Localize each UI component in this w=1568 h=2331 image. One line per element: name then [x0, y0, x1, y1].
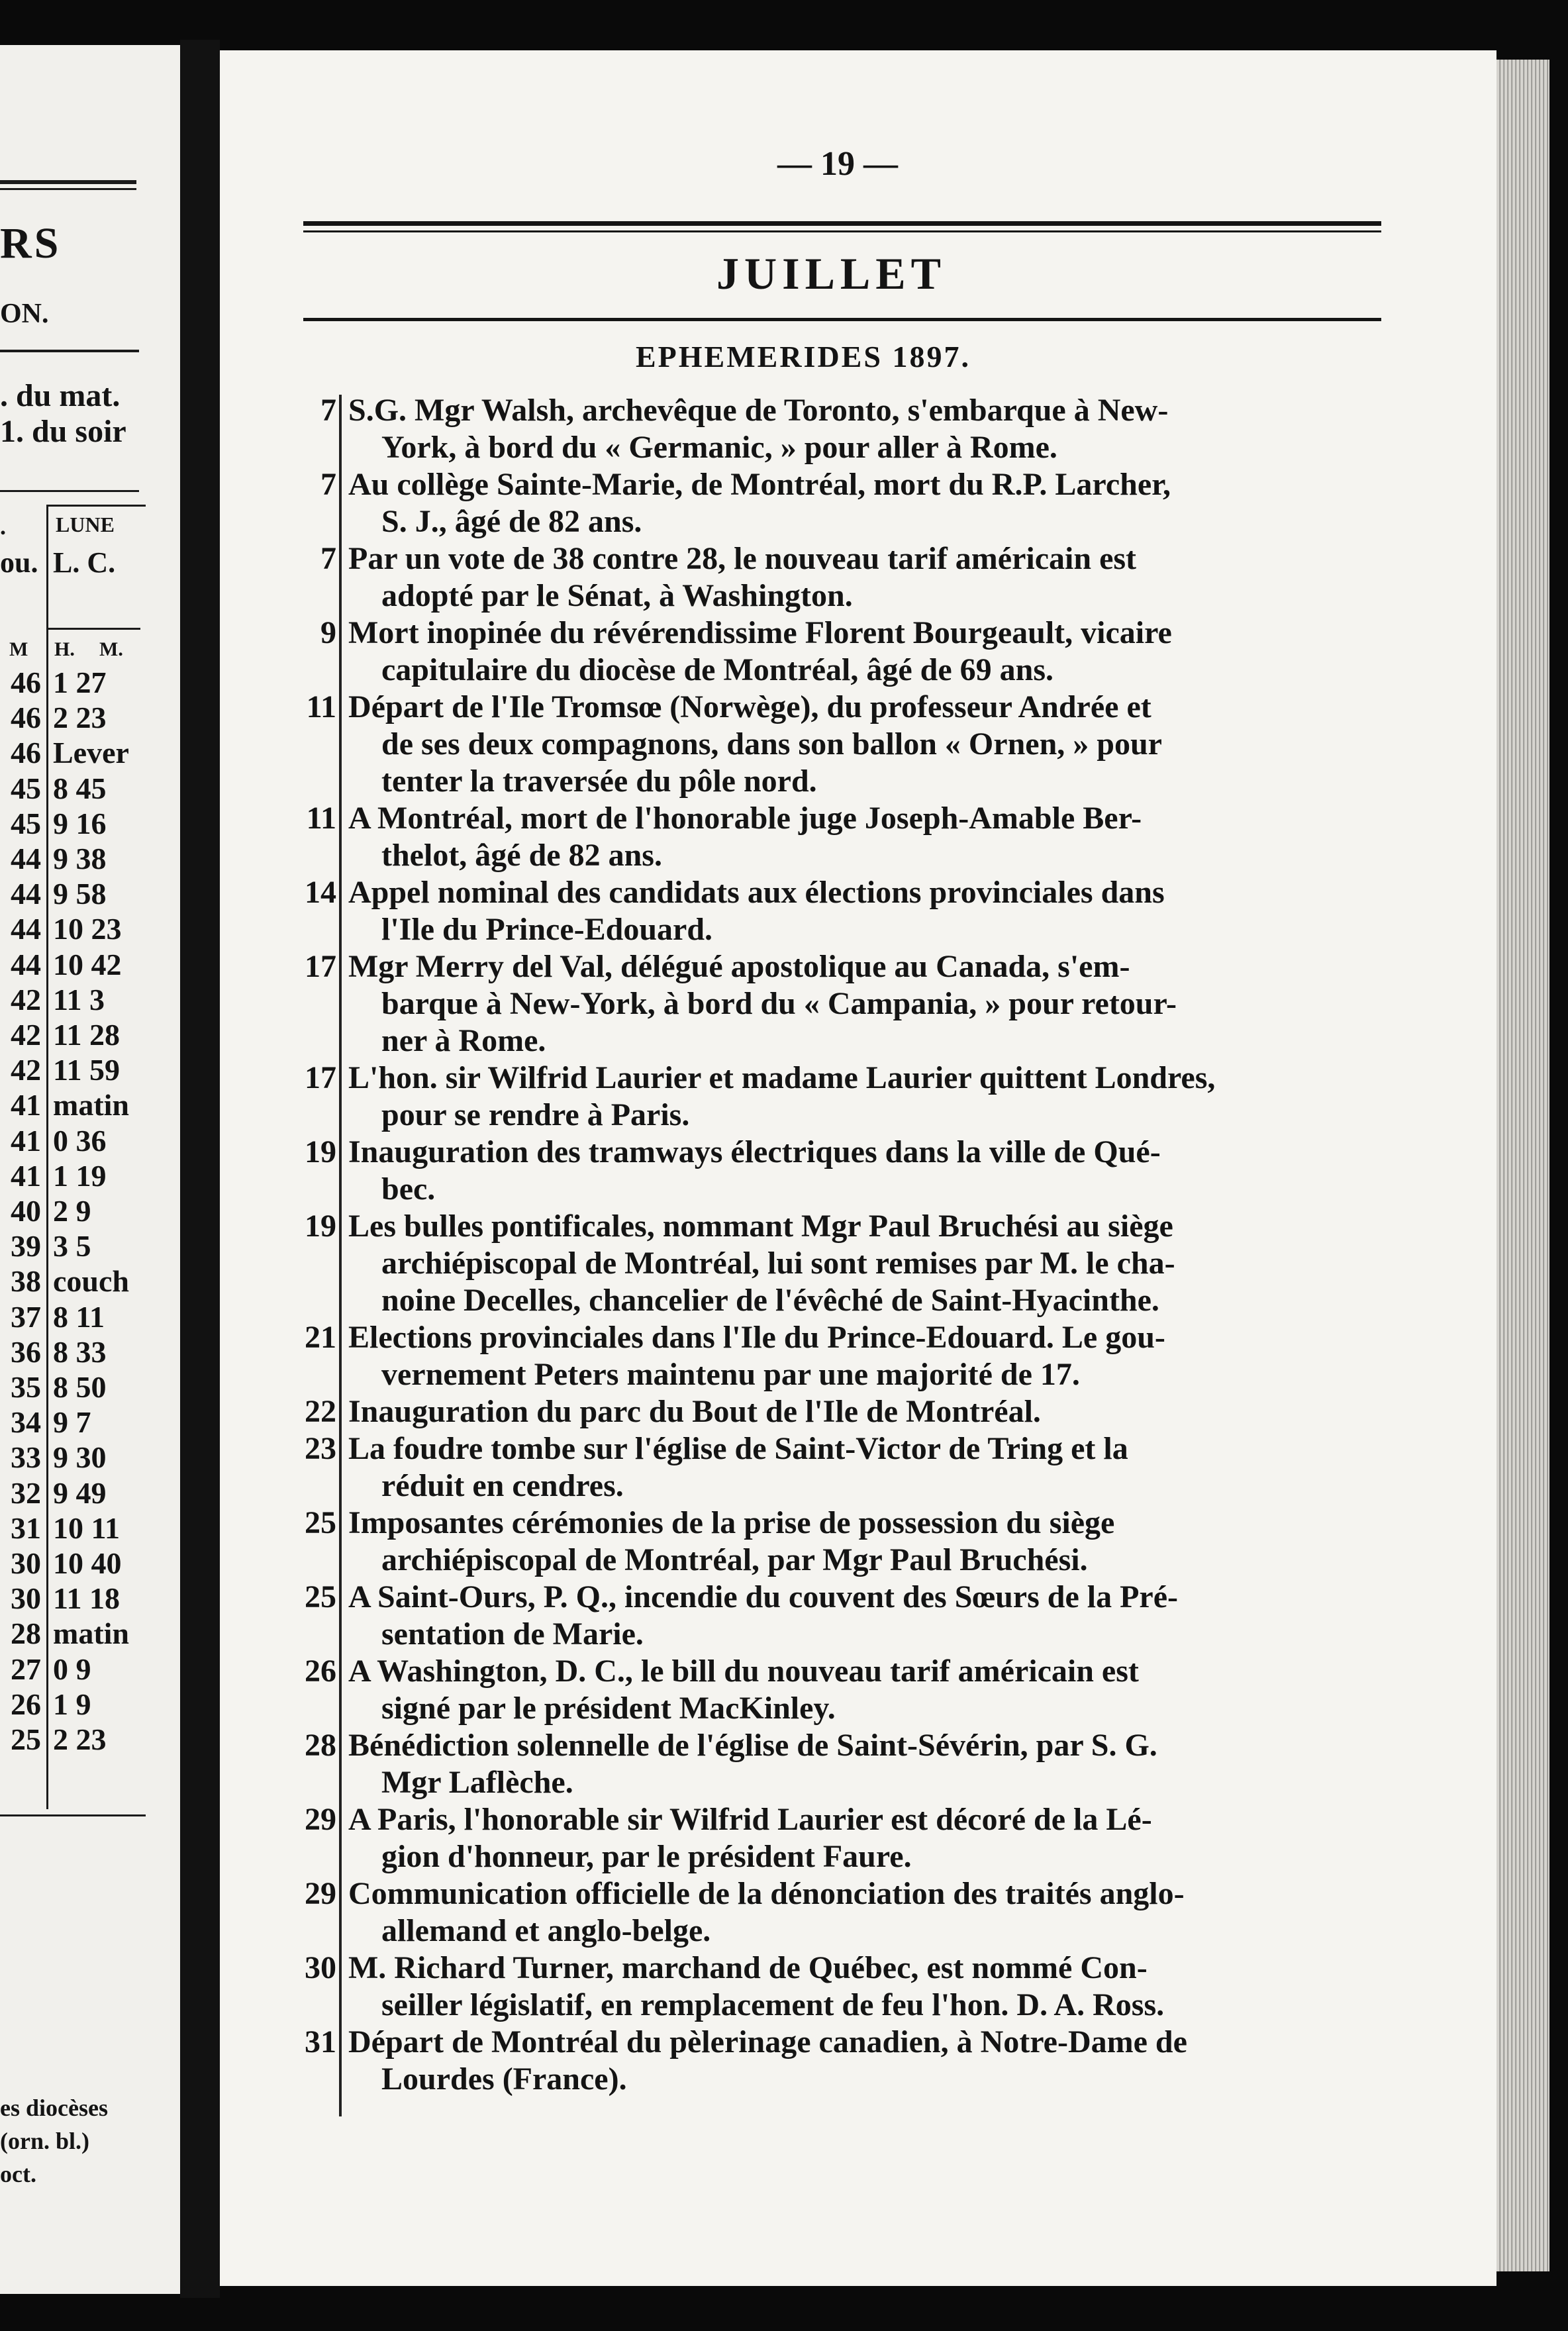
left-col1-header: ou. [0, 546, 38, 579]
left-table-row [0, 806, 152, 841]
left-table-row [0, 1546, 152, 1581]
entry-day: 17 [305, 1060, 336, 1095]
ephemeris-entry [299, 1950, 1385, 2024]
entry-day: 21 [305, 1320, 336, 1355]
entry-line: pour se rendre à Paris. [381, 1097, 690, 1132]
left-cell-minutes: 39 [11, 1229, 41, 1264]
left-cell-moon: 8 33 [53, 1334, 107, 1369]
left-subheader: H. [54, 638, 75, 660]
entry-line: capitulaire du diocèse de Montréal, âgé de 69 ans. [381, 652, 1054, 687]
left-cell-minutes: 40 [11, 1194, 41, 1228]
entry-line: Lourdes (France). [381, 2061, 627, 2097]
entry-text [348, 1134, 1379, 1208]
left-table-row [0, 1687, 152, 1722]
left-table-row [0, 1228, 152, 1264]
entry-text [348, 1950, 1379, 2024]
left-footer-line: oct. [0, 2161, 36, 2187]
entry-line: A Saint-Ours, P. Q., incendie du couvent des Sœurs de la Pré- [348, 1579, 1178, 1614]
left-table-row [0, 1017, 152, 1052]
entry-day: 7 [320, 467, 336, 502]
ephemeris-entry [299, 1393, 1385, 1430]
left-table-row [0, 1193, 152, 1228]
ephemeris-entry [299, 1319, 1385, 1393]
left-table-row [0, 841, 152, 876]
entry-day: 17 [305, 949, 336, 984]
entry-line: noine Decelles, chancelier de l'évêché de Saint-Hyacinthe. [381, 1283, 1159, 1318]
left-cell-moon: 11 18 [53, 1581, 120, 1616]
entry-line: M. Richard Turner, marchand de Québec, est nommé Con- [348, 1950, 1148, 1985]
left-table-row [0, 1158, 152, 1193]
entry-line: Mgr Merry del Val, délégué apostolique au Canada, s'em- [348, 949, 1130, 984]
entry-line: adopté par le Sénat, à Washington. [381, 578, 853, 613]
left-cell-minutes: 38 [11, 1264, 41, 1299]
left-table-row [0, 911, 152, 946]
entry-line: ner à Rome. [381, 1023, 546, 1058]
ephemeris-entry [299, 2024, 1385, 2098]
left-footer-line: (orn. bl.) [0, 2128, 89, 2154]
left-table-row [0, 1722, 152, 1757]
left-col1-header: . [0, 513, 6, 540]
entry-line: réduit en cendres. [381, 1468, 624, 1503]
entry-text [348, 392, 1379, 466]
left-cell-moon: 9 30 [53, 1440, 107, 1475]
left-cell-moon: matin [53, 1616, 129, 1651]
left-cell-minutes: 36 [11, 1334, 41, 1369]
left-cell-moon: 2 23 [53, 1722, 107, 1756]
entry-day: 9 [320, 615, 336, 650]
left-cell-minutes: 33 [11, 1440, 41, 1475]
left-cell-minutes: 42 [11, 1018, 41, 1052]
entry-line: Départ de Montréal du pèlerinage canadien, à Notre-Dame de [348, 2024, 1187, 2059]
left-table-hline [48, 628, 140, 630]
left-col2-header: L. C. [53, 546, 116, 579]
entry-line: Bénédiction solennelle de l'église de Saint-Sévérin, par S. G. [348, 1728, 1157, 1763]
entry-day: 11 [306, 689, 336, 724]
entry-line: La foudre tombe sur l'église de Saint-Victor de Tring et la [348, 1431, 1128, 1466]
left-table-row [0, 1299, 152, 1334]
ephemeris-entry [299, 540, 1385, 615]
ephemeris-entry [299, 615, 1385, 689]
entry-line: archiépiscopal de Montréal, par Mgr Paul Bruchési. [381, 1542, 1088, 1577]
left-rule-top-thin [0, 188, 136, 190]
left-cell-moon: 8 11 [53, 1299, 105, 1334]
entry-line: Inauguration des tramways électriques dans la ville de Qué- [348, 1134, 1161, 1169]
left-cell-minutes: 42 [11, 1053, 41, 1087]
left-table-row [0, 665, 152, 700]
page-number: — 19 — [777, 145, 898, 183]
left-page-title: RS [0, 219, 62, 268]
left-cell-minutes: 35 [11, 1370, 41, 1404]
entry-line: Au collège Sainte-Marie, de Montréal, mort du R.P. Larcher, [348, 467, 1171, 502]
entry-line: Mgr Laflèche. [381, 1765, 573, 1800]
left-table-row [0, 1511, 152, 1546]
ephemeris-entry [299, 1430, 1385, 1505]
left-cell-moon: 10 42 [53, 947, 122, 981]
entry-day: 25 [305, 1579, 336, 1614]
entry-line: Elections provinciales dans l'Ile du Prince-Edouard. Le gou- [348, 1320, 1165, 1355]
left-table-row [0, 1087, 152, 1122]
entry-line: S.G. Mgr Walsh, archevêque de Toronto, s'embarque à New- [348, 393, 1169, 428]
entry-text [348, 874, 1379, 948]
book-spine [180, 40, 220, 2298]
left-cell-minutes: 41 [11, 1123, 41, 1158]
entry-day: 19 [305, 1209, 336, 1244]
left-cell-moon: 10 11 [53, 1511, 120, 1545]
left-cell-minutes: 46 [11, 701, 41, 735]
entry-line: Imposantes cérémonies de la prise de possession du siège [348, 1505, 1115, 1540]
left-cell-moon: 8 50 [53, 1370, 107, 1404]
left-table-row [0, 771, 152, 806]
ephemeris-entry [299, 392, 1385, 466]
left-table-row [0, 1405, 152, 1440]
left-rule-top [0, 180, 136, 184]
entry-text [348, 540, 1379, 615]
entry-text [348, 466, 1379, 540]
left-cell-moon: 2 23 [53, 701, 107, 735]
entry-day: 14 [305, 875, 336, 910]
ephemeris-entry [299, 466, 1385, 540]
left-table-row [0, 982, 152, 1017]
entry-text [348, 1319, 1379, 1393]
entry-line: Inauguration du parc du Bout de l'Ile de Montréal. [348, 1394, 1041, 1429]
left-cell-moon: 2 9 [53, 1194, 91, 1228]
ephemeris-entry [299, 1134, 1385, 1208]
entry-day: 25 [305, 1505, 336, 1540]
entry-line: signé par le président MacKinley. [381, 1691, 836, 1726]
left-cell-minutes: 46 [11, 666, 41, 699]
entry-line: seiller législatif, en remplacement de feu l'hon. D. A. Ross. [381, 1987, 1165, 2022]
entry-text [348, 1579, 1379, 1653]
entry-day: 29 [305, 1876, 336, 1911]
left-cell-moon: 11 3 [53, 982, 105, 1017]
entry-text [348, 1208, 1379, 1319]
left-table-row [0, 1440, 152, 1475]
left-cell-moon: 1 19 [53, 1158, 107, 1193]
entry-text [348, 1393, 1379, 1430]
entry-line: thelot, âgé de 82 ans. [381, 838, 662, 873]
entry-text [348, 800, 1379, 874]
entry-line: bec. [381, 1171, 436, 1207]
ephemeris-entry [299, 1208, 1385, 1319]
entry-line: sentation de Marie. [381, 1616, 644, 1652]
left-table-hline [46, 505, 146, 507]
left-cell-moon: 9 38 [53, 842, 107, 875]
left-cell-minutes: 44 [11, 912, 41, 946]
entry-line: vernement Peters maintenu par une majorité de 17. [381, 1357, 1080, 1392]
left-cell-minutes: 31 [11, 1511, 41, 1545]
left-table-row [0, 1052, 152, 1087]
left-cell-moon: 9 16 [53, 806, 107, 840]
left-cell-moon: 1 9 [53, 1687, 91, 1721]
left-table-bottom [0, 1814, 146, 1816]
entry-line: A Montréal, mort de l'honorable juge Joseph-Amable Ber- [348, 801, 1142, 836]
entry-day: 23 [305, 1431, 336, 1466]
entry-text [348, 689, 1379, 800]
entry-day: 29 [305, 1802, 336, 1837]
entry-line: de ses deux compagnons, dans son ballon « Ornen, » pour [381, 726, 1162, 762]
left-cell-moon: 9 58 [53, 877, 107, 911]
entry-text [348, 1430, 1379, 1505]
left-footer-line: es diocèses [0, 2095, 108, 2121]
left-table-row [0, 1616, 152, 1651]
left-cell-moon: 11 59 [53, 1053, 120, 1087]
ephemeris-entry [299, 1505, 1385, 1579]
entry-day: 28 [305, 1728, 336, 1763]
ephemeris-entry [299, 1875, 1385, 1950]
left-table-row [0, 1123, 152, 1158]
entry-line: Mort inopinée du révérendissime Florent Bourgeault, vicaire [348, 615, 1172, 650]
left-cell-minutes: 44 [11, 842, 41, 875]
left-cell-minutes: 45 [11, 806, 41, 840]
entry-day: 22 [305, 1394, 336, 1429]
entry-line: Appel nominal des candidats aux élections provinciales dans [348, 875, 1165, 910]
entry-day: 7 [320, 393, 336, 428]
left-cell-moon: Lever [53, 736, 129, 770]
left-cell-moon: matin [53, 1088, 129, 1122]
left-rule-table-top [0, 490, 139, 492]
entry-day: 7 [320, 541, 336, 576]
left-time-morning: . du mat. [0, 378, 121, 413]
ephemeris-entry [299, 1653, 1385, 1727]
left-cell-moon: 1 27 [53, 666, 107, 699]
entry-line: York, à bord du « Germanic, » pour aller à Rome. [381, 430, 1057, 465]
left-cell-moon: 9 7 [53, 1405, 91, 1440]
left-cell-moon: couch [53, 1264, 129, 1299]
section-rule [303, 318, 1381, 321]
entry-text [348, 1727, 1379, 1801]
left-cell-minutes: 44 [11, 877, 41, 911]
entry-line: Les bulles pontificales, nommant Mgr Paul Bruchési au siège [348, 1209, 1173, 1244]
entry-line: gion d'honneur, par le président Faure. [381, 1839, 912, 1874]
ephemeris-entry [299, 1727, 1385, 1801]
ephemeris-entry [299, 1801, 1385, 1875]
ephemeris-entry [299, 874, 1385, 948]
left-cell-minutes: 30 [11, 1546, 41, 1580]
entry-day: 31 [305, 2024, 336, 2059]
left-table-row [0, 1581, 152, 1616]
left-table-row [0, 1334, 152, 1369]
left-cell-minutes: 30 [11, 1581, 41, 1616]
left-cell-moon: 8 45 [53, 771, 107, 805]
left-table-row [0, 735, 152, 770]
left-col2-header: LUNE [56, 513, 115, 536]
entry-line: barque à New-York, à bord du « Campania, » pour retour- [381, 986, 1177, 1021]
ephemeris-entry [299, 1060, 1385, 1134]
left-subheader: M [9, 638, 28, 660]
entry-text [348, 948, 1379, 1060]
header-rule [303, 221, 1381, 226]
left-page-subtitle: ON. [0, 299, 49, 329]
left-cell-minutes: 34 [11, 1405, 41, 1440]
entry-line: tenter la traversée du pôle nord. [381, 764, 817, 799]
header-rule-thin [303, 230, 1381, 232]
entry-day: 26 [305, 1654, 336, 1689]
entry-text [348, 1060, 1379, 1134]
left-page-fragment [0, 45, 180, 2294]
ephemeris-entry [299, 948, 1385, 1060]
left-table-row [0, 700, 152, 735]
left-cell-moon: 0 36 [53, 1123, 107, 1158]
left-cell-moon: 3 5 [53, 1229, 91, 1264]
entry-day: 30 [305, 1950, 336, 1985]
left-table-row [0, 1652, 152, 1687]
left-table-row [0, 876, 152, 911]
entry-day: 11 [306, 801, 336, 836]
left-cell-minutes: 25 [11, 1722, 41, 1756]
entry-line: Par un vote de 38 contre 28, le nouveau tarif américain est [348, 541, 1137, 576]
left-cell-minutes: 28 [11, 1616, 41, 1651]
left-table-row [0, 1475, 152, 1511]
left-cell-minutes: 45 [11, 771, 41, 805]
left-table-row [0, 1369, 152, 1405]
ephemeris-entry [299, 1579, 1385, 1653]
entry-text [348, 1875, 1379, 1950]
left-table-row [0, 947, 152, 982]
left-cell-minutes: 44 [11, 947, 41, 981]
ephemeris-entry [299, 800, 1385, 874]
left-cell-moon: 9 49 [53, 1475, 107, 1510]
left-cell-moon: 10 23 [53, 912, 122, 946]
entry-day: 19 [305, 1134, 336, 1169]
left-cell-minutes: 42 [11, 982, 41, 1017]
entry-text [348, 2024, 1379, 2098]
left-cell-minutes: 27 [11, 1652, 41, 1686]
left-time-evening: 1. du soir [0, 414, 126, 449]
month-title: JUILLET [716, 248, 946, 299]
entry-line: S. J., âgé de 82 ans. [381, 504, 642, 539]
entry-line: archiépiscopal de Montréal, lui sont remises par M. le cha- [381, 1246, 1175, 1281]
entry-line: A Paris, l'honorable sir Wilfrid Laurier est décoré de la Lé- [348, 1802, 1152, 1837]
entry-line: Départ de l'Ile Tromsœ (Norwège), du professeur Andrée et [348, 689, 1152, 724]
left-cell-moon: 11 28 [53, 1018, 120, 1052]
left-subheader: M. [99, 638, 123, 660]
entry-text [348, 1505, 1379, 1579]
entry-line: Communication officielle de la dénonciation des traités anglo- [348, 1876, 1185, 1911]
entry-text [348, 615, 1379, 689]
entry-line: A Washington, D. C., le bill du nouveau tarif américain est [348, 1654, 1139, 1689]
left-cell-moon: 10 40 [53, 1546, 122, 1580]
section-title: EPHEMERIDES 1897. [636, 340, 971, 373]
left-cell-minutes: 41 [11, 1158, 41, 1193]
left-cell-minutes: 26 [11, 1687, 41, 1721]
left-cell-minutes: 37 [11, 1299, 41, 1334]
entry-text [348, 1653, 1379, 1727]
left-cell-minutes: 46 [11, 736, 41, 770]
left-cell-minutes: 32 [11, 1475, 41, 1510]
entry-text [348, 1801, 1379, 1875]
left-rule-mid [0, 350, 139, 352]
page-edges [1496, 60, 1549, 2271]
entry-line: l'Ile du Prince-Edouard. [381, 912, 713, 947]
ephemeris-entry [299, 689, 1385, 800]
left-cell-minutes: 41 [11, 1088, 41, 1122]
entry-line: allemand et anglo-belge. [381, 1913, 711, 1948]
left-cell-moon: 0 9 [53, 1652, 91, 1686]
left-table-row [0, 1264, 152, 1299]
entry-line: L'hon. sir Wilfrid Laurier et madame Laurier quittent Londres, [348, 1060, 1216, 1095]
